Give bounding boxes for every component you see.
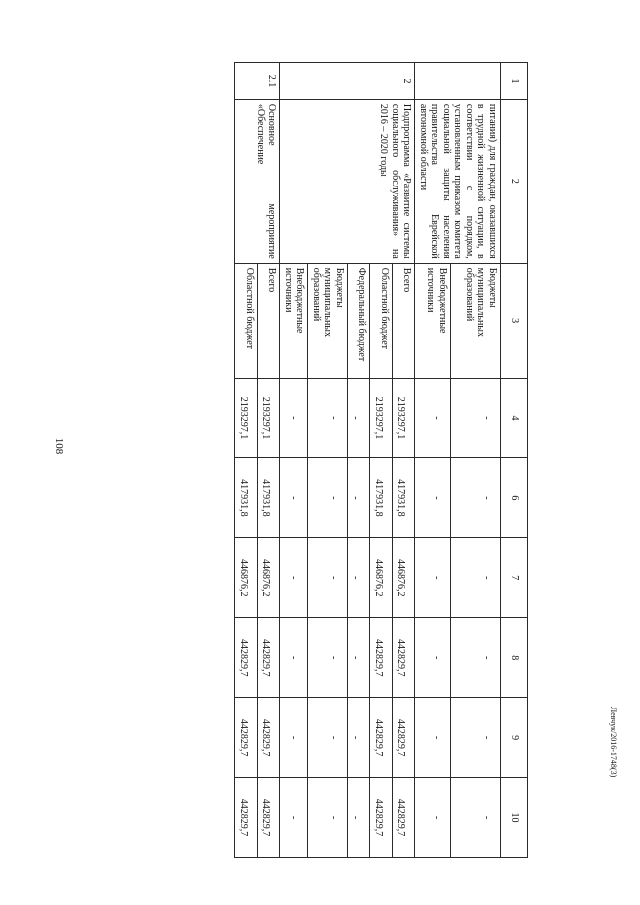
- value-cell: -: [308, 378, 348, 458]
- value-cell: -: [280, 458, 308, 538]
- value-cell: 417931,8: [258, 458, 281, 538]
- value-cell: 442829,7: [370, 698, 393, 778]
- value-cell: -: [308, 618, 348, 698]
- header-cell: 6: [501, 458, 528, 538]
- item-name-cell: Основное мероприятие «Обеспечение: [235, 99, 280, 263]
- value-cell: 442829,7: [235, 698, 258, 778]
- rotated-table-area: [107, 62, 528, 858]
- funding-source-cell: Областной бюджет: [370, 263, 393, 378]
- row-number-cell: [415, 63, 501, 100]
- value-cell: -: [415, 538, 450, 618]
- value-cell: 446876,2: [235, 538, 258, 618]
- value-cell: 442829,7: [258, 698, 281, 778]
- table-sheet: [235, 62, 529, 858]
- value-cell: 417931,8: [370, 458, 393, 538]
- value-cell: -: [415, 618, 450, 698]
- funding-source-cell: Внебюджетные источники: [280, 263, 308, 378]
- value-cell: -: [280, 778, 308, 858]
- value-cell: -: [450, 778, 500, 858]
- value-cell: 446876,2: [370, 538, 393, 618]
- budget-table: [235, 62, 529, 858]
- value-cell: 446876,2: [258, 538, 281, 618]
- header-cell: 1: [501, 63, 528, 100]
- value-cell: 2193297,1: [258, 378, 281, 458]
- item-name-cell: питания) для граждан, оказавшихся в трудной жизненной ситуации, в соответствии с порядком, установленным приказом комитета социальной защиты населения правительства Еврейской автономной области: [415, 99, 501, 263]
- funding-source-cell: Всего: [258, 263, 281, 378]
- value-cell: 442829,7: [370, 618, 393, 698]
- row-number-cell: 2: [280, 63, 415, 100]
- header-cell: 8: [501, 618, 528, 698]
- value-cell: 442829,7: [235, 618, 258, 698]
- document-code: Левчук/2016-1748(3): [609, 706, 618, 778]
- value-cell: -: [280, 538, 308, 618]
- value-cell: -: [280, 698, 308, 778]
- funding-source-cell: Бюджеты муниципальных образований: [308, 263, 348, 378]
- header-cell: 7: [501, 538, 528, 618]
- value-cell: -: [348, 698, 371, 778]
- value-cell: -: [450, 538, 500, 618]
- value-cell: 442829,7: [393, 778, 416, 858]
- value-cell: -: [450, 618, 500, 698]
- table-row: [393, 63, 416, 858]
- value-cell: -: [348, 538, 371, 618]
- value-cell: -: [308, 778, 348, 858]
- value-cell: 442829,7: [235, 778, 258, 858]
- value-cell: 442829,7: [370, 778, 393, 858]
- value-cell: 446876,2: [393, 538, 416, 618]
- row-number-cell: 2.1: [235, 63, 280, 100]
- value-cell: -: [450, 698, 500, 778]
- value-cell: -: [415, 378, 450, 458]
- value-cell: 2193297,1: [370, 378, 393, 458]
- value-cell: 2193297,1: [235, 378, 258, 458]
- value-cell: -: [450, 458, 500, 538]
- value-cell: -: [308, 538, 348, 618]
- value-cell: -: [450, 378, 500, 458]
- value-cell: 442829,7: [393, 698, 416, 778]
- value-cell: 2193297,1: [393, 378, 416, 458]
- funding-source-cell: Федеральный бюджет: [348, 263, 371, 378]
- value-cell: -: [348, 778, 371, 858]
- value-cell: -: [280, 378, 308, 458]
- value-cell: -: [348, 618, 371, 698]
- value-cell: -: [308, 458, 348, 538]
- value-cell: -: [348, 378, 371, 458]
- value-cell: 442829,7: [258, 618, 281, 698]
- value-cell: 442829,7: [258, 778, 281, 858]
- header-cell: 4: [501, 378, 528, 458]
- value-cell: -: [348, 458, 371, 538]
- value-cell: -: [415, 458, 450, 538]
- item-name-cell: Подпрограмма «Развитие системы социального обслуживания» на 2016 – 2020 годы: [280, 99, 415, 263]
- header-cell: 3: [501, 263, 528, 378]
- value-cell: 417931,8: [235, 458, 258, 538]
- funding-source-cell: Областной бюджет: [235, 263, 258, 378]
- header-cell: 10: [501, 778, 528, 858]
- funding-source-cell: Внебюджетные источники: [415, 263, 450, 378]
- value-cell: -: [415, 698, 450, 778]
- value-cell: -: [415, 778, 450, 858]
- header-cell: 2: [501, 99, 528, 263]
- value-cell: -: [308, 698, 348, 778]
- page-number: 108: [53, 437, 65, 455]
- table-row: [450, 63, 500, 858]
- header-cell: 9: [501, 698, 528, 778]
- header-row: [501, 63, 528, 858]
- value-cell: 417931,8: [393, 458, 416, 538]
- funding-source-cell: Всего: [393, 263, 416, 378]
- table-row: [258, 63, 281, 858]
- funding-source-cell: Бюджеты муниципальных образований: [450, 263, 500, 378]
- value-cell: 442829,7: [393, 618, 416, 698]
- value-cell: -: [280, 618, 308, 698]
